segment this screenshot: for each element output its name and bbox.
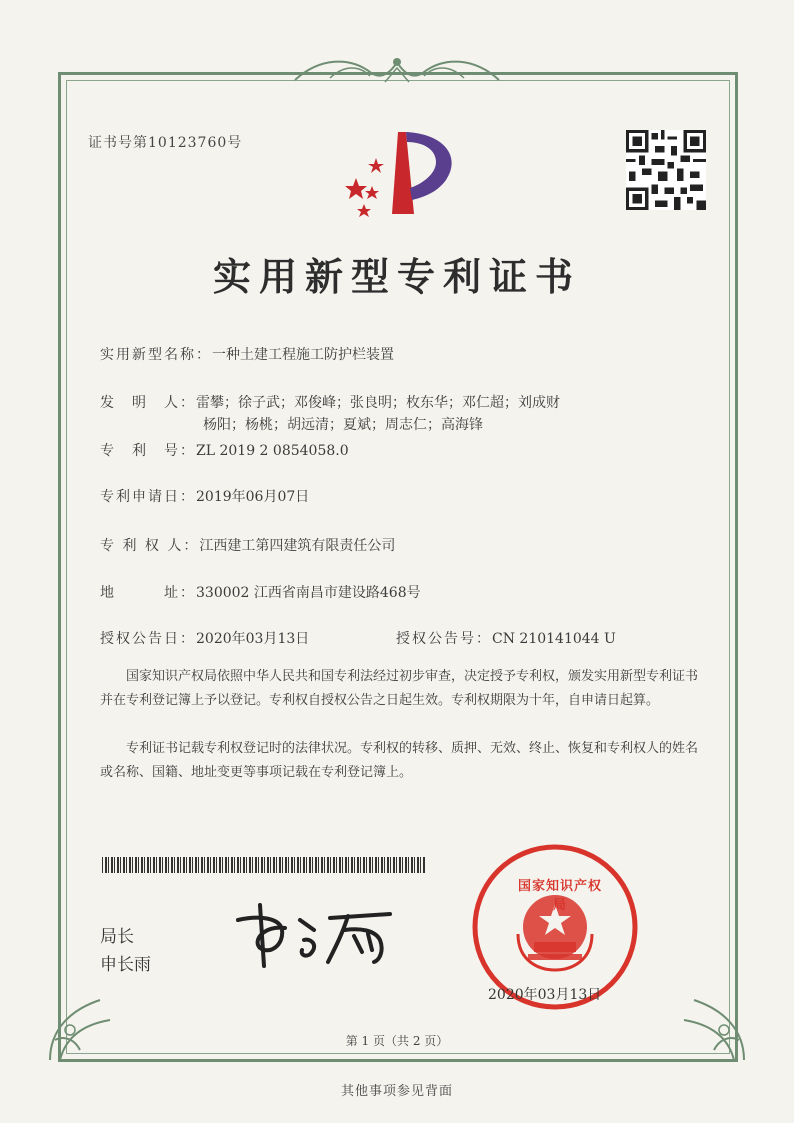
filing-date-label: 专利申请日： <box>100 489 196 505</box>
director-signature-icon <box>230 900 400 970</box>
patentee-row <box>100 535 395 555</box>
director-title: 局长 <box>100 927 134 947</box>
grant-number-label: 授权公告号： <box>396 631 492 647</box>
certificate-number: 证书号第10123760号 <box>88 135 243 151</box>
body-paragraph-2: 专利证书记载专利权登记时的法律状况。专利权的转移、质押、无效、终止、恢复和专利权人的姓名或名称、国籍、地址变更等事项记载在专利登记簿上。 <box>100 741 699 780</box>
grant-number-row <box>396 628 616 648</box>
grant-date-label: 授权公告日： <box>100 631 196 647</box>
seal-text: 国家知识产权局 <box>517 879 602 913</box>
address-label: 地 址： <box>100 585 196 601</box>
certificate-title: 实用新型专利证书 <box>212 254 581 299</box>
footer-note: 其他事项参见背面 <box>340 1084 453 1099</box>
barcode <box>102 857 426 873</box>
patent-number-value: ZL 2019 2 0854058.0 <box>196 443 349 459</box>
cnipa-logo-icon <box>336 128 466 220</box>
corner-ornament-icon <box>664 980 754 1070</box>
filing-date-value: 2019年06月07日 <box>196 489 310 505</box>
seal-date: 2020年03月13日 <box>488 987 602 1003</box>
grant-date-row <box>100 628 309 648</box>
inventor-value-line1: 雷攀；徐子武；邓俊峰；张良明；枚东华；邓仁超；刘成财 <box>196 395 560 411</box>
page-number: 第 1 页（共 2 页） <box>345 1034 449 1048</box>
inventor-value-line2: 杨阳；杨桃；胡远清；夏斌；周志仁；高海锋 <box>203 417 483 433</box>
utility-model-name-row <box>100 344 394 364</box>
director-name: 申长雨 <box>100 955 151 975</box>
address-value: 330002 江西省南昌市建设路468号 <box>196 585 421 601</box>
filing-date-row <box>100 486 309 506</box>
patentee-label: 专 利 权 人： <box>100 538 200 554</box>
utility-model-name-value: 一种土建工程施工防护栏装置 <box>212 347 394 363</box>
utility-model-name-label: 实用新型名称： <box>100 347 212 363</box>
grant-date-value: 2020年03月13日 <box>196 631 310 647</box>
address-row <box>100 582 421 602</box>
corner-ornament-icon <box>40 980 130 1070</box>
patent-number-row <box>100 440 349 460</box>
patentee-value: 江西建工第四建筑有限责任公司 <box>199 538 396 554</box>
patent-number-label: 专 利 号： <box>100 443 196 459</box>
inventor-row <box>100 392 560 412</box>
qr-code-icon <box>626 130 706 210</box>
body-paragraph-1: 国家知识产权局依照中华人民共和国专利法经过初步审查，决定授予专利权，颁发实用新型专利证书并在专利登记簿上予以登记。专利权自授权公告之日起生效。专利权期限为十年，自申请日起算。 <box>100 669 699 708</box>
top-ornament-icon <box>290 52 504 86</box>
inventor-label: 发 明 人： <box>100 395 196 411</box>
grant-number-value: CN 210141044 U <box>492 631 616 647</box>
